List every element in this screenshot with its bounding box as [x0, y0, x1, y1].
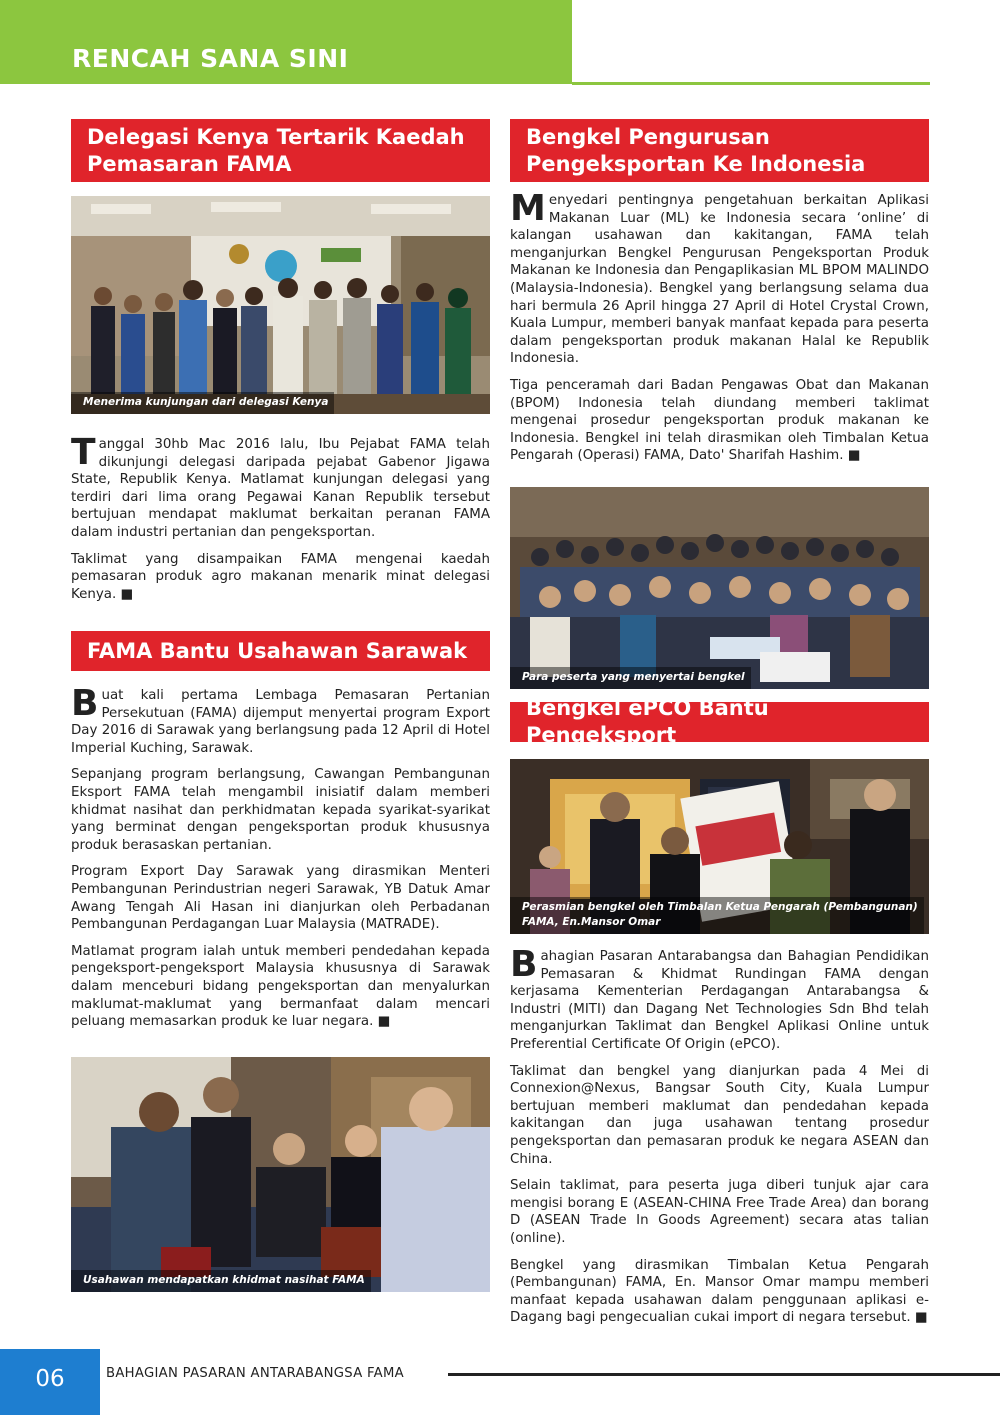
sarawak-paragraph-3: Program Export Day Sarawak yang dirasmikan Menteri Pembangunan Perindustrian negeri Sarawak, YB Datuk Amar Awang Tengah Ali Hasan ini dianjurkan oleh Perbadanan Pembangunan Perdagangan Luar Malaysia (MATRADE).	[71, 864, 490, 933]
kenya-dropcap: T	[71, 432, 96, 473]
kenya-article-title	[71, 119, 490, 182]
footer-rule	[448, 1373, 1000, 1376]
kenya-paragraph-1: Tanggal 30hb Mac 2016 lalu, Ibu Pejabat FAMA telah dikunjungi delegasi daripada pejabat Gabenor Jigawa State, Republik Kenya. Matlamat kunjungan delegasi yang terdiri dari lima orang Pegawai Kanan Republik tersebut bertujuan mendapat maklumat berkaitan peranan FAMA dalam industri pertanian dan pengeksportan.	[71, 432, 490, 540]
kenya-title-line2: Pemasaran FAMA	[87, 151, 292, 176]
epco-paragraph-4: Bengkel yang dirasmikan Timbalan Ketua Pengarah (Pembangunan) FAMA, En. Mansor Omar mampu memberi manfaat kepada usahawan dalam penggunaan aplikasi e-Dagang bagi pengecualian cukai import di negara tersebut. ■	[510, 1257, 929, 1326]
indonesia-photo-caption: Para peserta yang menyertai bengkel	[510, 667, 751, 689]
sarawak-paragraph-1: Buat kali pertama Lembaga Pemasaran Pertanian Persekutuan (FAMA) dijemput menyertai program Export Day 2016 di Sarawak yang berlangsung pada 12 April di Hotel Imperial Kuching, Sarawak.	[71, 683, 490, 756]
epco-paragraph-3: Selain taklimat, para peserta juga diberi tunjuk ajar cara mengisi borang E (ASEAN-CHINA Free Trade Area) dan borang D (ASEAN Trade In Goods Agreement) secara atas talian (online).	[510, 1178, 929, 1246]
sarawak-dropcap: B	[71, 683, 99, 724]
epco-launch-photo	[510, 759, 929, 934]
sarawak-article-title: FAMA Bantu Usahawan Sarawak	[71, 631, 490, 671]
epco-paragraph-2: Taklimat dan bengkel yang dianjurkan pada 4 Mei di Connexion@Nexus, Bangsar South City, Kuala Lumpur bertujuan memberi maklumat dan pendedahan kepada kakitangan dan juga usahawan tentang prosedur pengeksportan dan pemasaran produk ke negara ASEAN dan China.	[510, 1063, 929, 1167]
indonesia-paragraph-2: Tiga penceramah dari Badan Pengawas Obat dan Makanan (BPOM) Indonesia telah diundang memberi taklimat mengenai prosedur pengeksportan produk makanan ke Indonesia. Bengkel ini telah dirasmikan oleh Timbalan Ketua Pengarah (Operasi) FAMA, Dato' Sharifah Hashim. ■	[510, 377, 929, 464]
footer-department-label: BAHAGIAN PASARAN ANTARABANGSA FAMA	[106, 1366, 404, 1381]
sarawak-paragraph-2: Sepanjang program berlangsung, Cawangan Pembangunan Eksport FAMA telah mengambil inisiatif dalam memberi khidmat nasihat dan perkhidmatan kepada syarikat-syarikat yang berminat dengan pengeksportan produk khususnya produk berasaskan pertanian.	[71, 767, 490, 853]
section-header-title: RENCAH SANA SINI	[72, 44, 349, 73]
indonesia-group-photo	[510, 487, 929, 689]
sarawak-paragraph-4: Matlamat program ialah untuk memberi pendedahan kepada pengeksport-pengeksport Malaysia khususnya di Sarawak dalam menceburi bidang pengeksportan dan menyalurkan maklumat-maklumat yang bermanfaat dalam mencari peluang memasarkan produk ke luar negara. ■	[71, 943, 490, 1030]
indonesia-article-body	[510, 188, 929, 474]
indonesia-article-title	[510, 119, 929, 182]
kenya-photo-illustration	[71, 196, 490, 414]
epco-photo-caption	[510, 897, 924, 934]
header-rule	[572, 82, 930, 85]
sarawak-booth-photo	[71, 1057, 490, 1292]
epco-dropcap: B	[510, 944, 538, 985]
indonesia-title-line1: Bengkel Pengurusan	[526, 124, 770, 149]
sarawak-photo-illustration	[71, 1057, 490, 1292]
epco-paragraph-1: Bahagian Pasaran Antarabangsa dan Bahagian Pendidikan Pemasaran & Khidmat Rundingan FAMA dengan kerjasama Kementerian Perdagangan Antarabangsa & Industri (MITI) dan Dagang Net Technologies Sdn Bhd telah menganjurkan Taklimat dan Bengkel Aplikasi Online untuk Preferential Certificate Of Origin (ePCO).	[510, 944, 929, 1052]
kenya-paragraph-2: Taklimat yang disampaikan FAMA mengenai kaedah pemasaran produk agro makanan menarik minat delegasi Kenya. ■	[71, 551, 490, 602]
indonesia-photo-illustration	[510, 487, 929, 689]
kenya-photo-caption: Menerima kunjungan dari delegasi Kenya	[71, 392, 334, 414]
page-number: 06	[35, 1366, 65, 1392]
epco-article-title: Bengkel ePCO Bantu Pengeksport	[510, 702, 929, 742]
indonesia-dropcap: M	[510, 188, 546, 229]
kenya-delegation-photo	[71, 196, 490, 414]
indonesia-title-line2: Pengeksportan Ke Indonesia	[526, 151, 866, 176]
kenya-article-body	[71, 432, 490, 612]
epco-caption-line1: Perasmian bengkel oleh Timbalan Ketua Pengarah (Pembangunan)	[522, 901, 918, 913]
indonesia-paragraph-1: Menyedari pentingnya pengetahuan berkaitan Aplikasi Makanan Luar (ML) ke Indonesia secara ‘online’ di kalangan usahawan dan kakitangan, FAMA telah menganjurkan Bengkel Pengurusan Pengeksportan Produk Makanan ke Indonesia dan Pengaplikasian ML BPOM MALINDO (Malaysia-Indonesia). Bengkel yang berlangsung selama dua hari bermula 26 April hingga 27 April di Hotel Crystal Crown, Kuala Lumpur, memberi banyak manfaat kepada para peserta dalam pengeksportan produk makanan Halal ke Republik Indonesia.	[510, 188, 929, 367]
epco-article-body	[510, 944, 929, 1336]
sarawak-photo-caption: Usahawan mendapatkan khidmat nasihat FAMA	[71, 1270, 371, 1292]
kenya-title-line1: Delegasi Kenya Tertarik Kaedah	[87, 124, 465, 149]
epco-caption-line2: FAMA, En.Mansor Omar	[522, 916, 661, 928]
sarawak-article-body	[71, 683, 490, 1040]
